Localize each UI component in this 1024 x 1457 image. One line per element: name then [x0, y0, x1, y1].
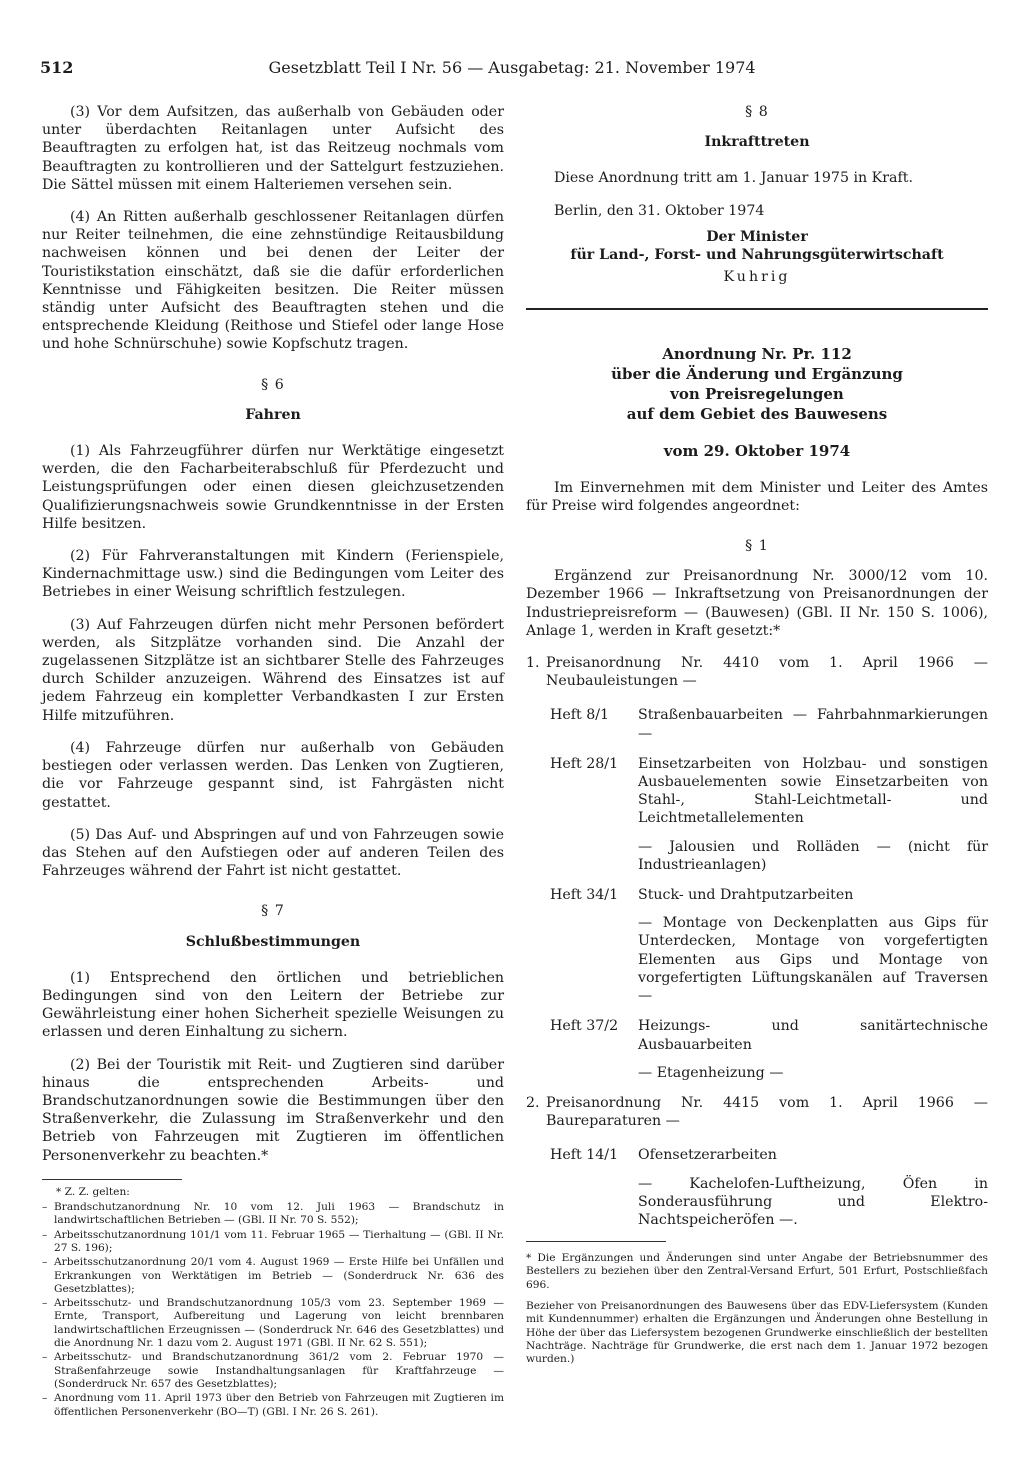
heft-text: Ofensetzerarbeiten	[638, 1147, 777, 1164]
paragraph-7-2: (2) Bei der Touristik mit Reit- und Zugtieren sind darüber hinaus die entsprechenden Arbeits- und Brandschutzanordnungen sowie die Bestimmungen über den Straßenverkehr, die Zulassung im Straßenverkehr und den Betrieb von Fahrzeugen mit Zugtieren im öffentlichen Personenverkehr zu beachten.*	[42, 1056, 504, 1164]
footnotes-right	[526, 1252, 988, 1366]
footnote-item: – Arbeitsschutzanordnung 20/1 vom 4. August 1969 — Erste Hilfe bei Unfällen und Erkrankungen von Werktätigen im Betrieb — (Sonderdruck Nr. 636 des Gesetzblattes);	[42, 1256, 504, 1296]
paragraph-6-4: (4) Fahrzeuge dürfen nur außerhalb von Gebäuden bestiegen oder verlassen werden. Das Lenken von Zugtieren, die vor Fahrzeuge gespannt sind, ist Fahrgästen nicht gestattet.	[42, 739, 504, 811]
section-6-number: § 6	[261, 376, 285, 393]
heft-body	[638, 755, 988, 874]
list-item-2	[526, 1094, 988, 1130]
footnote-item: Bezieher von Preisanordnungen des Bauwesens über das EDV-Liefersystem (Kunden mit Kundennummer) erhalten die Ergänzungen und Änderungen ohne Bestellung in Höhe der über das Liefersystem bezogenen Grundwerke einschließlich der bestellten Nachträge. Nachträge für Grundwerke, die erst nach dem 1. Januar 1972 bezogen wurden.)	[526, 1300, 988, 1366]
heft-label: Heft 37/2	[550, 1018, 619, 1035]
heft-text: Einsetzarbeiten von Holzbau- und sonstigen Ausbauelementen sowie Einsetzarbeiten von Stahl-, Stahl-Leichtmetall- und Leichtmetallelementen	[638, 755, 988, 827]
page-number: 512	[40, 58, 74, 77]
signatory-line-1: Der Minister	[706, 228, 808, 245]
paragraph-7-1: (1) Entsprechend den örtlichen und betrieblichen Bedingungen sind von den Leitern der Betriebe zur Gewährleistung einer hohen Sicherheit spezielle Weisungen zu erlassen und deren Einhaltung zu sichern.	[42, 969, 504, 1041]
section-8-title: Inkrafttreten	[704, 134, 810, 151]
signatory-name: Kuhrig	[723, 269, 791, 286]
section-7-number: § 7	[261, 903, 285, 920]
section-divider	[526, 308, 988, 310]
place-date: Berlin, den 31. Oktober 1974	[554, 202, 765, 219]
heft-row	[526, 1146, 988, 1229]
paragraph-6-2: (2) Für Fahrveranstaltungen mit Kindern (Ferienspiele, Kindernachmittage usw.) sind die Bedingungen vom Leiter des Betriebes in einer Weisung schriftlich festzulegen.	[42, 548, 504, 601]
heft-row	[526, 755, 988, 874]
ordinance-title-line: auf dem Gebiet des Bauwesens	[626, 405, 888, 424]
list-item-1	[526, 654, 988, 690]
heft-text: Stuck- und Drahtputzarbeiten	[638, 887, 854, 904]
ordinance-title-line: von Preisregelungen	[670, 385, 844, 404]
section-1-number: § 1	[745, 538, 769, 555]
page-header	[40, 58, 984, 82]
heft-row	[526, 706, 988, 742]
heft-label: Heft 28/1	[550, 755, 619, 772]
heft-subtext: — Montage von Deckenplatten aus Gips für Unterdecken, Montage von vorgefertigten Elementen aus Gips und Montage von vorgefertigten Lüftungskanälen auf Traversen —	[638, 915, 988, 1005]
heft-body	[638, 706, 988, 742]
heft-body	[638, 1146, 988, 1229]
paragraph-8: Diese Anordnung tritt am 1. Januar 1975 in Kraft.	[554, 170, 913, 187]
heft-text: Heizungs- und sanitärtechnische Ausbauarbeiten	[638, 1018, 988, 1053]
paragraph-6-3: (3) Auf Fahrzeugen dürfen nicht mehr Personen befördert werden, als Sitzplätze vorhanden sind. Die Anzahl der zugelassenen Sitzplätze ist an sichtbarer Stelle des Fahrzeuges durch Schilder anzuzeigen. Während des Einsatzes ist auf jedem Fahrzeug ein kompletter Verbandkasten I zur Ersten Hilfe mitzuführen.	[42, 616, 504, 724]
paragraph-5-3: (3) Vor dem Aufsitzen, das außerhalb von Gebäuden oder unter überdachten Reitanlagen unter Aufsicht des Beauftragten zu erfolgen hat, ist das Reitzeug nochmals vom Beauftragten zu kontrollieren und der Sattelgurt festzuziehen. Die Sättel müssen mit einem Halteriemen versehen sein.	[42, 104, 504, 193]
list-text: Preisanordnung Nr. 4410 vom 1. April 1966 — Neubauleistungen —	[546, 655, 988, 690]
paragraph-5-4: (4) An Ritten außerhalb geschlossener Reitanlagen dürfen nur Reiter teilnehmen, die eine zehnstündige Reitausbildung nachweisen können und bei denen der Leiter der Touristikstation einschätzt, daß sie die dafür erforderlichen Kenntnisse und Fähigkeiten besitzen. Die Reiter müssen ständig unter Aufsicht des Beauftragten stehen und die entsprechende Kleidung (Reithose und Stiefel oder lange Hose und hohe Schnürschuhe) sowie Kopfschutz tragen.	[42, 209, 504, 353]
ordinance-title	[526, 344, 988, 424]
footnote-intro: * Z. Z. gelten:	[56, 1185, 130, 1198]
footnote-item: – Arbeitsschutzanordnung 101/1 vom 11. Februar 1965 — Tierhaltung — (GBl. II Nr. 27 S. 196);	[42, 1229, 504, 1256]
footnote-item: – Arbeitsschutz- und Brandschutzanordnung 361/2 vom 2. Februar 1970 — Straßenfahrzeuge sowie Instandhaltungsanlagen für Kraftfahrzeuge — (Sonderdruck Nr. 657 des Gesetzblattes);	[42, 1351, 504, 1391]
heft-label: Heft 8/1	[550, 707, 610, 724]
section-7-title: Schlußbestimmungen	[185, 933, 361, 950]
heft-subtext: — Etagenheizung —	[638, 1064, 784, 1081]
header-title: Gesetzblatt Teil I Nr. 56 — Ausgabetag: 21. November 1974	[268, 58, 756, 77]
heft-row	[526, 886, 988, 1005]
ordinance-title-line: Anordnung Nr. Pr. 112	[662, 345, 852, 364]
footnote-list	[42, 1201, 504, 1419]
footnote-item: – Brandschutzanordnung Nr. 10 vom 12. Juli 1963 — Brandschutz in landwirtschaftlichen Betrieben — (GBl. II Nr. 70 S. 552);	[42, 1201, 504, 1228]
left-column	[42, 103, 504, 1420]
paragraph-1: Ergänzend zur Preisanordnung Nr. 3000/12 vom 10. Dezember 1966 — Inkraftsetzung von Preisanordnungen der Industriepreisreform — (Bauwesen) (GBl. II Nr. 150 S. 1006), Anlage 1, werden in Kraft gesetzt:*	[526, 568, 988, 639]
footnotes-left	[42, 1186, 504, 1419]
heft-subtext: — Jalousien und Rolläden — (nicht für Industrieanlagen)	[638, 838, 988, 873]
heft-text: Straßenbauarbeiten — Fahrbahnmarkierungen —	[638, 707, 988, 742]
heft-label: Heft 14/1	[550, 1147, 619, 1164]
list-number: 2.	[526, 1094, 540, 1111]
signatory-line-2: für Land-, Forst- und Nahrungsgüterwirtschaft	[570, 247, 944, 264]
ordinance-date: vom 29. Oktober 1974	[663, 442, 851, 461]
paragraph-6-1: (1) Als Fahrzeugführer dürfen nur Werktätige eingesetzt werden, die den Facharbeiterabschluß für Pferdezucht und Leistungsprüfungen oder einen diesen gleichzusetzenden Qualifizierungsnachweis sowie Grundkenntnisse in der Ersten Hilfe besitzen.	[42, 443, 504, 532]
heft-subtext: — Kachelofen-Luftheizung, Öfen in Sonderausführung und Elektro-Nachtspeicheröfen —.	[638, 1175, 988, 1228]
heft-body	[638, 1017, 988, 1082]
heft-row	[526, 1017, 988, 1082]
section-6-title: Fahren	[245, 406, 301, 423]
footnote-item: – Arbeitsschutz- und Brandschutzanordnung 105/3 vom 23. September 1969 — Ernte, Transport, Aufbereitung und Lagerung von leicht brennbaren landwirtschaftlichen Erzeugnissen — (Sonderdruck Nr. 646 des Gesetzblattes) und die Anordnung Nr. 1 dazu vom 2. August 1971 (GBl. II Nr. 62 S. 551);	[42, 1297, 504, 1350]
list-number: 1.	[526, 655, 540, 672]
footnote-separator	[526, 1241, 666, 1242]
footnote-item: – Anordnung vom 11. April 1973 über den Betrieb von Fahrzeugen mit Zugtieren im öffentlichen Personenverkehr (BO—T) (GBl. I Nr. 26 S. 261).	[42, 1392, 504, 1419]
footnote-item: * Die Ergänzungen und Änderungen sind unter Angabe der Betriebsnummer des Bestellers zu beziehen über den Zentral-Versand Erfurt, 501 Erfurt, Postschließfach 696.	[526, 1252, 988, 1291]
heft-body	[638, 886, 988, 1005]
ordinance-title-line: über die Änderung und Ergänzung	[611, 365, 903, 384]
section-8-number: § 8	[745, 104, 769, 120]
footnote-separator	[42, 1179, 182, 1180]
preamble: Im Einvernehmen mit dem Minister und Leiter des Amtes für Preise wird folgendes angeordnet:	[526, 479, 988, 514]
paragraph-6-5: (5) Das Auf- und Abspringen auf und von Fahrzeugen sowie das Stehen auf den Aufstiegen oder auf anderen Teilen des Fahrzeuges während der Fahrt ist nicht gestattet.	[42, 826, 504, 880]
right-column	[526, 103, 988, 1375]
heft-label: Heft 34/1	[550, 887, 619, 904]
list-text: Preisanordnung Nr. 4415 vom 1. April 1966 — Baureparaturen —	[546, 1094, 988, 1130]
